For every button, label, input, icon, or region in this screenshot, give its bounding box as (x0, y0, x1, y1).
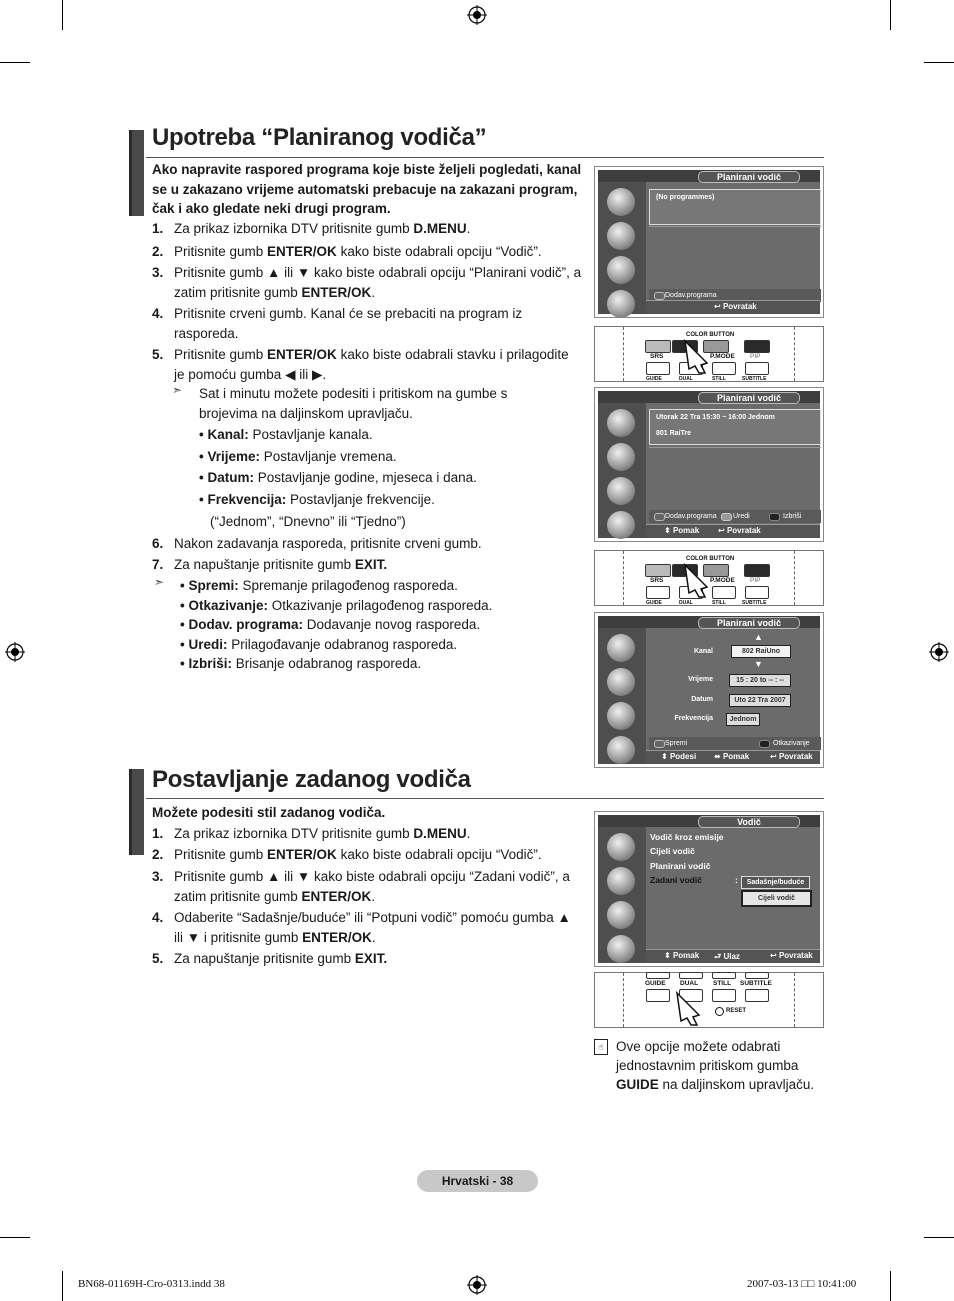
step-text-pre: Pritisnite gumb ▲ ili ▼ kako biste odabrali opciju “Zadani vodič”, a zatim pritisnite gumb (174, 869, 570, 904)
step-number: 6. (152, 536, 164, 551)
registration-mark-icon (467, 1275, 487, 1295)
time-label: Vrijeme (688, 676, 713, 683)
menu-icon (607, 833, 635, 861)
dash-line (794, 327, 795, 381)
step-text-pre: Pritisnite gumb (174, 244, 268, 259)
menu-icon (607, 511, 635, 539)
frequency-field[interactable]: Jednom (726, 713, 760, 726)
bullet-text: Postavljanje frekvencije. (286, 492, 435, 508)
section-bar (129, 769, 144, 855)
crop-mark (62, 0, 63, 30)
pip-label: PIP (750, 577, 761, 584)
crop-mark (62, 1271, 63, 1301)
bullet-key: • Spremi: (180, 578, 239, 593)
registration-mark-icon (5, 642, 25, 662)
remote-button (745, 362, 769, 375)
menu-icon (607, 935, 635, 963)
registration-mark-icon (929, 642, 949, 662)
menu-item[interactable]: Vodič kroz emisije (650, 832, 724, 842)
section-title: Upotreba “Planiranog vodiča” (152, 124, 487, 151)
footer-file: BN68-01169H-Cro-0313.indd 38 (78, 1278, 225, 1290)
step-text-post: . (371, 284, 376, 300)
step-text-pre: Za napuštanje pritisnite gumb (174, 557, 355, 572)
step-number: 3. (152, 869, 164, 884)
step-key: ENTER/OK (301, 888, 372, 904)
step-text (174, 219, 582, 239)
bullet-text: Spremanje prilagođenog rasporeda. (238, 578, 458, 593)
step-number: 4. (152, 910, 164, 925)
menu-icon (607, 867, 635, 895)
frequency-options: (“Jednom”, “Dnevno” ili “Tjedno”) (210, 514, 406, 529)
remote-button (646, 586, 670, 599)
remote-button (645, 564, 671, 577)
step-text-post: . (466, 826, 471, 841)
bullet-item (180, 615, 492, 635)
bullet-text: Otkazivanje prilagođenog rasporeda. (268, 597, 493, 613)
step-key: D.MENU (413, 221, 467, 236)
bullet-key: • Dodav. programa: (180, 617, 303, 632)
dash-line (623, 327, 624, 381)
subtitle-label: SUBTITLE (742, 376, 767, 382)
menu-item[interactable]: Planirani vodič (650, 861, 711, 871)
step-number: 5. (152, 347, 164, 362)
divider (649, 447, 821, 448)
note-key: GUIDE (616, 1077, 659, 1092)
section-title: Postavljanje zadanog vodiča (152, 766, 471, 793)
move-text: Pomak (722, 752, 750, 761)
bullet-key: • Uredi: (180, 636, 228, 652)
crop-mark (924, 1237, 954, 1238)
still-label: STILL (713, 980, 732, 987)
move-text: Pomak (672, 526, 700, 535)
color-button-label: COLOR BUTTON (686, 332, 735, 338)
guide-label: GUIDE (646, 600, 662, 606)
red-button-icon (654, 292, 665, 300)
still-label: STILL (712, 600, 726, 606)
yellow-button-icon (769, 513, 780, 521)
remote-button (645, 340, 671, 353)
tv-screen-scheduled-list (594, 387, 824, 542)
adjust-text: Podesi (669, 752, 697, 761)
step-number: 1. (152, 826, 164, 841)
return-text: Povratak (726, 526, 761, 535)
hint-bar (649, 510, 821, 523)
bullet-text: Postavljanje vremena. (260, 448, 397, 464)
color-button-label: COLOR BUTTON (686, 556, 735, 562)
menu-icon (607, 222, 635, 250)
channel-field[interactable]: 802 RaiUno (731, 645, 791, 658)
menu-icon (607, 702, 635, 730)
step-text-post: . (371, 929, 376, 945)
red-button-icon (654, 740, 665, 748)
step-text (174, 304, 582, 343)
bullet-item (180, 576, 492, 596)
tv-screen-schedule-edit (594, 612, 824, 768)
screen-header: Planirani vodič (698, 171, 800, 183)
step-text (174, 867, 582, 906)
remote-button (679, 972, 703, 979)
move-label: ⬍ Pomak (664, 951, 700, 960)
step-text: Nakon zadavanja rasporeda, pritisnite crveni gumb. (174, 536, 482, 551)
step-key: ENTER/OK (301, 284, 372, 300)
menu-icon (607, 736, 635, 764)
subtitle-label: SUBTITLE (742, 600, 767, 606)
green-button-icon (759, 740, 770, 748)
option-current-future[interactable]: Sadašnje/buduće (741, 876, 810, 889)
bullet-text: Dodavanje novog rasporeda. (303, 617, 481, 632)
reset-label: RESET (726, 1008, 747, 1014)
hint-bar (649, 737, 821, 750)
remote-button (745, 586, 769, 599)
registration-mark-icon (467, 5, 487, 25)
hint-text: Dodav.programa (665, 292, 717, 299)
step-text-pre: Pritisnite crveni gumb. Kanal će se prebaciti na program iz rasporeda. (174, 306, 523, 341)
step-key: ENTER/OK (267, 847, 337, 862)
note-text: Sat i minutu možete podesiti i pritiskom na gumbe s brojevima na daljinskom upravljaču. (199, 386, 508, 421)
screen-header: Planirani vodič (698, 392, 800, 404)
hint-text: Izbriši (783, 513, 802, 520)
remote-button (646, 362, 670, 375)
srs-label: SRS (650, 577, 664, 584)
dash-line (623, 551, 624, 605)
note-text-pre: Ove opcije možete odabrati jednostavnim pritiskom gumba (616, 1039, 799, 1073)
step-key: ENTER/OK (267, 244, 337, 259)
step-number: 3. (152, 265, 164, 280)
down-arrow-icon: ▼ (754, 659, 763, 669)
step-text-post: . (466, 221, 471, 236)
move-text: Pomak (672, 951, 700, 960)
pointer-arrow-icon (677, 335, 717, 375)
remote-button (646, 972, 670, 979)
step-text-post: kako biste odabrali stavku i prilagodite je pomoću gumba ◀ ili ▶. (174, 347, 569, 382)
hint-text: Dodav.programa (665, 513, 717, 520)
pointer-arrow-icon (669, 987, 709, 1027)
step-number: 1. (152, 221, 164, 236)
remote-button (744, 564, 770, 577)
red-button-icon (654, 513, 665, 521)
bullet-text: Brisanje odabranog rasporeda. (231, 656, 422, 671)
bullet-text: Postavljanje kanala. (248, 427, 373, 442)
menu-icon (607, 409, 635, 437)
dual-label: DUAL (679, 600, 693, 606)
adjust-label: ⬍ Podesi (661, 752, 697, 761)
return-label: ↩ Povratak (718, 526, 761, 535)
step-text-post: kako biste odabrali opciju “Vodič”. (336, 244, 542, 259)
enter-label: ⮐ Ulaz (714, 952, 740, 961)
date-label: Datum (691, 696, 713, 703)
programme-list (649, 409, 821, 445)
step-number: 4. (152, 306, 164, 321)
note-text (616, 1037, 831, 1094)
menu-item-selected[interactable]: Zadani vodič (650, 875, 702, 885)
step-key: EXIT. (354, 557, 388, 572)
date-field[interactable]: Uto 22 Tra 2007 (729, 694, 791, 707)
time-field[interactable]: 15 : 20 to -- : -- (729, 674, 791, 687)
srs-label: SRS (650, 353, 664, 360)
still-label: STILL (712, 376, 726, 382)
channel-label: Kanal (693, 648, 713, 655)
green-button-icon (721, 513, 732, 521)
hint-text: Spremi (665, 740, 688, 747)
crop-mark (924, 62, 954, 63)
schedule-row: Utorak 22 Tra 15:30 ~ 16:00 Jednom (656, 414, 775, 421)
tv-screen-scheduled-empty (594, 166, 824, 318)
menu-item[interactable]: Cijeli vodič (650, 846, 695, 856)
step-key: ENTER/OK (267, 347, 337, 362)
colon: : (735, 875, 738, 885)
section-intro: Možete podesiti stil zadanog vodiča. (152, 805, 386, 820)
bullet-item (199, 425, 477, 447)
bullet-key: • Datum: (199, 470, 254, 486)
bullet-key: • Kanal: (199, 427, 249, 442)
step-key: D.MENU (413, 826, 467, 841)
step-text (174, 555, 387, 575)
sub-bullet-list (199, 425, 477, 512)
step-text-pre: Za prikaz izbornika DTV pritisnite gumb (174, 221, 414, 236)
step-key: ENTER/OK (302, 929, 372, 945)
return-text: Povratak (778, 951, 813, 960)
page-number-badge: Hrvatski - 38 (417, 1170, 538, 1192)
reset-button (715, 1007, 724, 1016)
return-label: ↩ Povratak (770, 951, 813, 960)
screen-header: Planirani vodič (698, 617, 800, 629)
return-text: Povratak (778, 752, 813, 761)
remote-button (745, 989, 769, 1002)
bullet-item (199, 490, 477, 512)
step-text-pre: Za napuštanje pritisnite gumb (174, 951, 355, 966)
bullet-item (199, 447, 477, 469)
enter-text: Ulaz (723, 952, 740, 961)
bullet-item (180, 654, 492, 674)
list-text: (No programmes) (656, 194, 715, 201)
note-arrow-icon: ➣ (172, 383, 183, 397)
crop-mark (890, 0, 891, 30)
step-text (174, 345, 582, 384)
step-text-pre: Za prikaz izbornika DTV pritisnite gumb (174, 826, 414, 841)
section-bar (129, 130, 144, 216)
tv-screen-guide-menu (594, 811, 824, 967)
remote-button (712, 972, 736, 979)
note-hand-icon: ☝ (594, 1039, 608, 1055)
dash-line (794, 551, 795, 605)
dash-line (794, 973, 795, 1027)
menu-icon (607, 668, 635, 696)
subtitle-label: SUBTITLE (740, 980, 772, 987)
programme-list (649, 189, 821, 225)
bullet-item (199, 468, 477, 490)
menu-icon (607, 477, 635, 505)
step-text-pre: Pritisnite gumb (174, 347, 268, 362)
crop-mark (0, 62, 30, 63)
step-text (174, 242, 582, 262)
step-text-post: . (371, 888, 376, 904)
section-rule (146, 157, 824, 158)
menu-icon (607, 634, 635, 662)
crop-mark (890, 1271, 891, 1301)
hint-text: Otkazivanje (773, 740, 810, 747)
step-text (174, 824, 582, 844)
bullet-key: • Izbriši: (180, 656, 232, 671)
dash-line (623, 973, 624, 1027)
menu-icon (607, 290, 635, 318)
step-text-pre: Odaberite “Sadašnje/buduće” ili “Potpuni vodič” pomoću gumba ▲ ili ▼ i pritisnite gumb (174, 910, 571, 945)
bullet-text: Postavljanje godine, mjeseca i dana. (253, 470, 477, 486)
footer-timestamp: 2007-03-13 □□ 10:41:00 (747, 1278, 857, 1290)
up-arrow-icon: ▲ (754, 632, 763, 642)
remote-illustration (594, 550, 824, 606)
dual-label: DUAL (680, 980, 699, 987)
menu-icon (607, 901, 635, 929)
menu-icon (607, 256, 635, 284)
schedule-channel: 801 RaiTre (656, 430, 692, 437)
step-text (174, 263, 582, 302)
note-text-post: na daljinskom upravljaču. (658, 1077, 815, 1092)
step-text-pre: Pritisnite gumb (174, 847, 268, 862)
step-key: EXIT. (354, 951, 388, 966)
return-label: ↩ Povratak (714, 302, 757, 311)
remote-illustration (594, 326, 824, 382)
step-text-post: kako biste odabrali opciju “Vodič”. (336, 847, 542, 862)
bullet-key: • Frekvencija: (199, 492, 287, 508)
step-text (174, 908, 582, 947)
guide-label: GUIDE (646, 376, 662, 382)
hint-text: Uredi (733, 513, 750, 520)
guide-label: GUIDE (645, 980, 666, 987)
return-text: Povratak (722, 302, 757, 311)
crop-mark (0, 1237, 30, 1238)
move-label: ⬍ Pomak (664, 526, 700, 535)
step-text (174, 949, 582, 969)
pointer-arrow-icon (677, 559, 717, 599)
pmode-label: P.MODE (710, 577, 735, 584)
menu-icon (607, 443, 635, 471)
dual-label: DUAL (679, 376, 693, 382)
menu-icon (607, 188, 635, 216)
step-number: 5. (152, 951, 164, 966)
remote-button (712, 989, 736, 1002)
section-intro: Ako napravite raspored programa koje biste željeli pogledati, kanal se u zakazano vrijeme automatski prebacuje na zakazani program, čak i ako gledate neki drugi program. (152, 162, 582, 216)
step-text (174, 845, 582, 865)
bullet-key: • Vrijeme: (199, 448, 261, 464)
bullet-text: Prilagođavanje odabranog rasporeda. (227, 636, 458, 652)
screen-header: Vodič (698, 816, 800, 828)
pmode-label: P.MODE (710, 353, 735, 360)
step-number: 2. (152, 244, 164, 259)
section-rule (146, 798, 824, 799)
remote-button (744, 340, 770, 353)
return-label: ↩ Povratak (770, 752, 813, 761)
move-label: ⬌ Pomak (714, 752, 750, 761)
remote-button (646, 989, 670, 1002)
bullet-key: • Otkazivanje: (180, 597, 269, 613)
bullet-item (180, 596, 492, 616)
divider (649, 226, 821, 227)
option-full-guide[interactable]: Cijeli vodič (741, 890, 812, 907)
remote-illustration (594, 972, 824, 1028)
remote-button (745, 972, 769, 979)
pip-label: PIP (750, 353, 761, 360)
frequency-label: Frekvencija (674, 715, 713, 722)
step-number: 7. (152, 557, 164, 572)
note-bullet-list (180, 576, 492, 674)
bullet-item (180, 635, 492, 655)
step-text-pre: Pritisnite gumb ▲ ili ▼ kako biste odabrali opciju “Planirani vodič”, a zatim pritisnite gumb (174, 265, 582, 300)
step-number: 2. (152, 847, 164, 862)
note-arrow-icon: ➣ (154, 575, 165, 589)
